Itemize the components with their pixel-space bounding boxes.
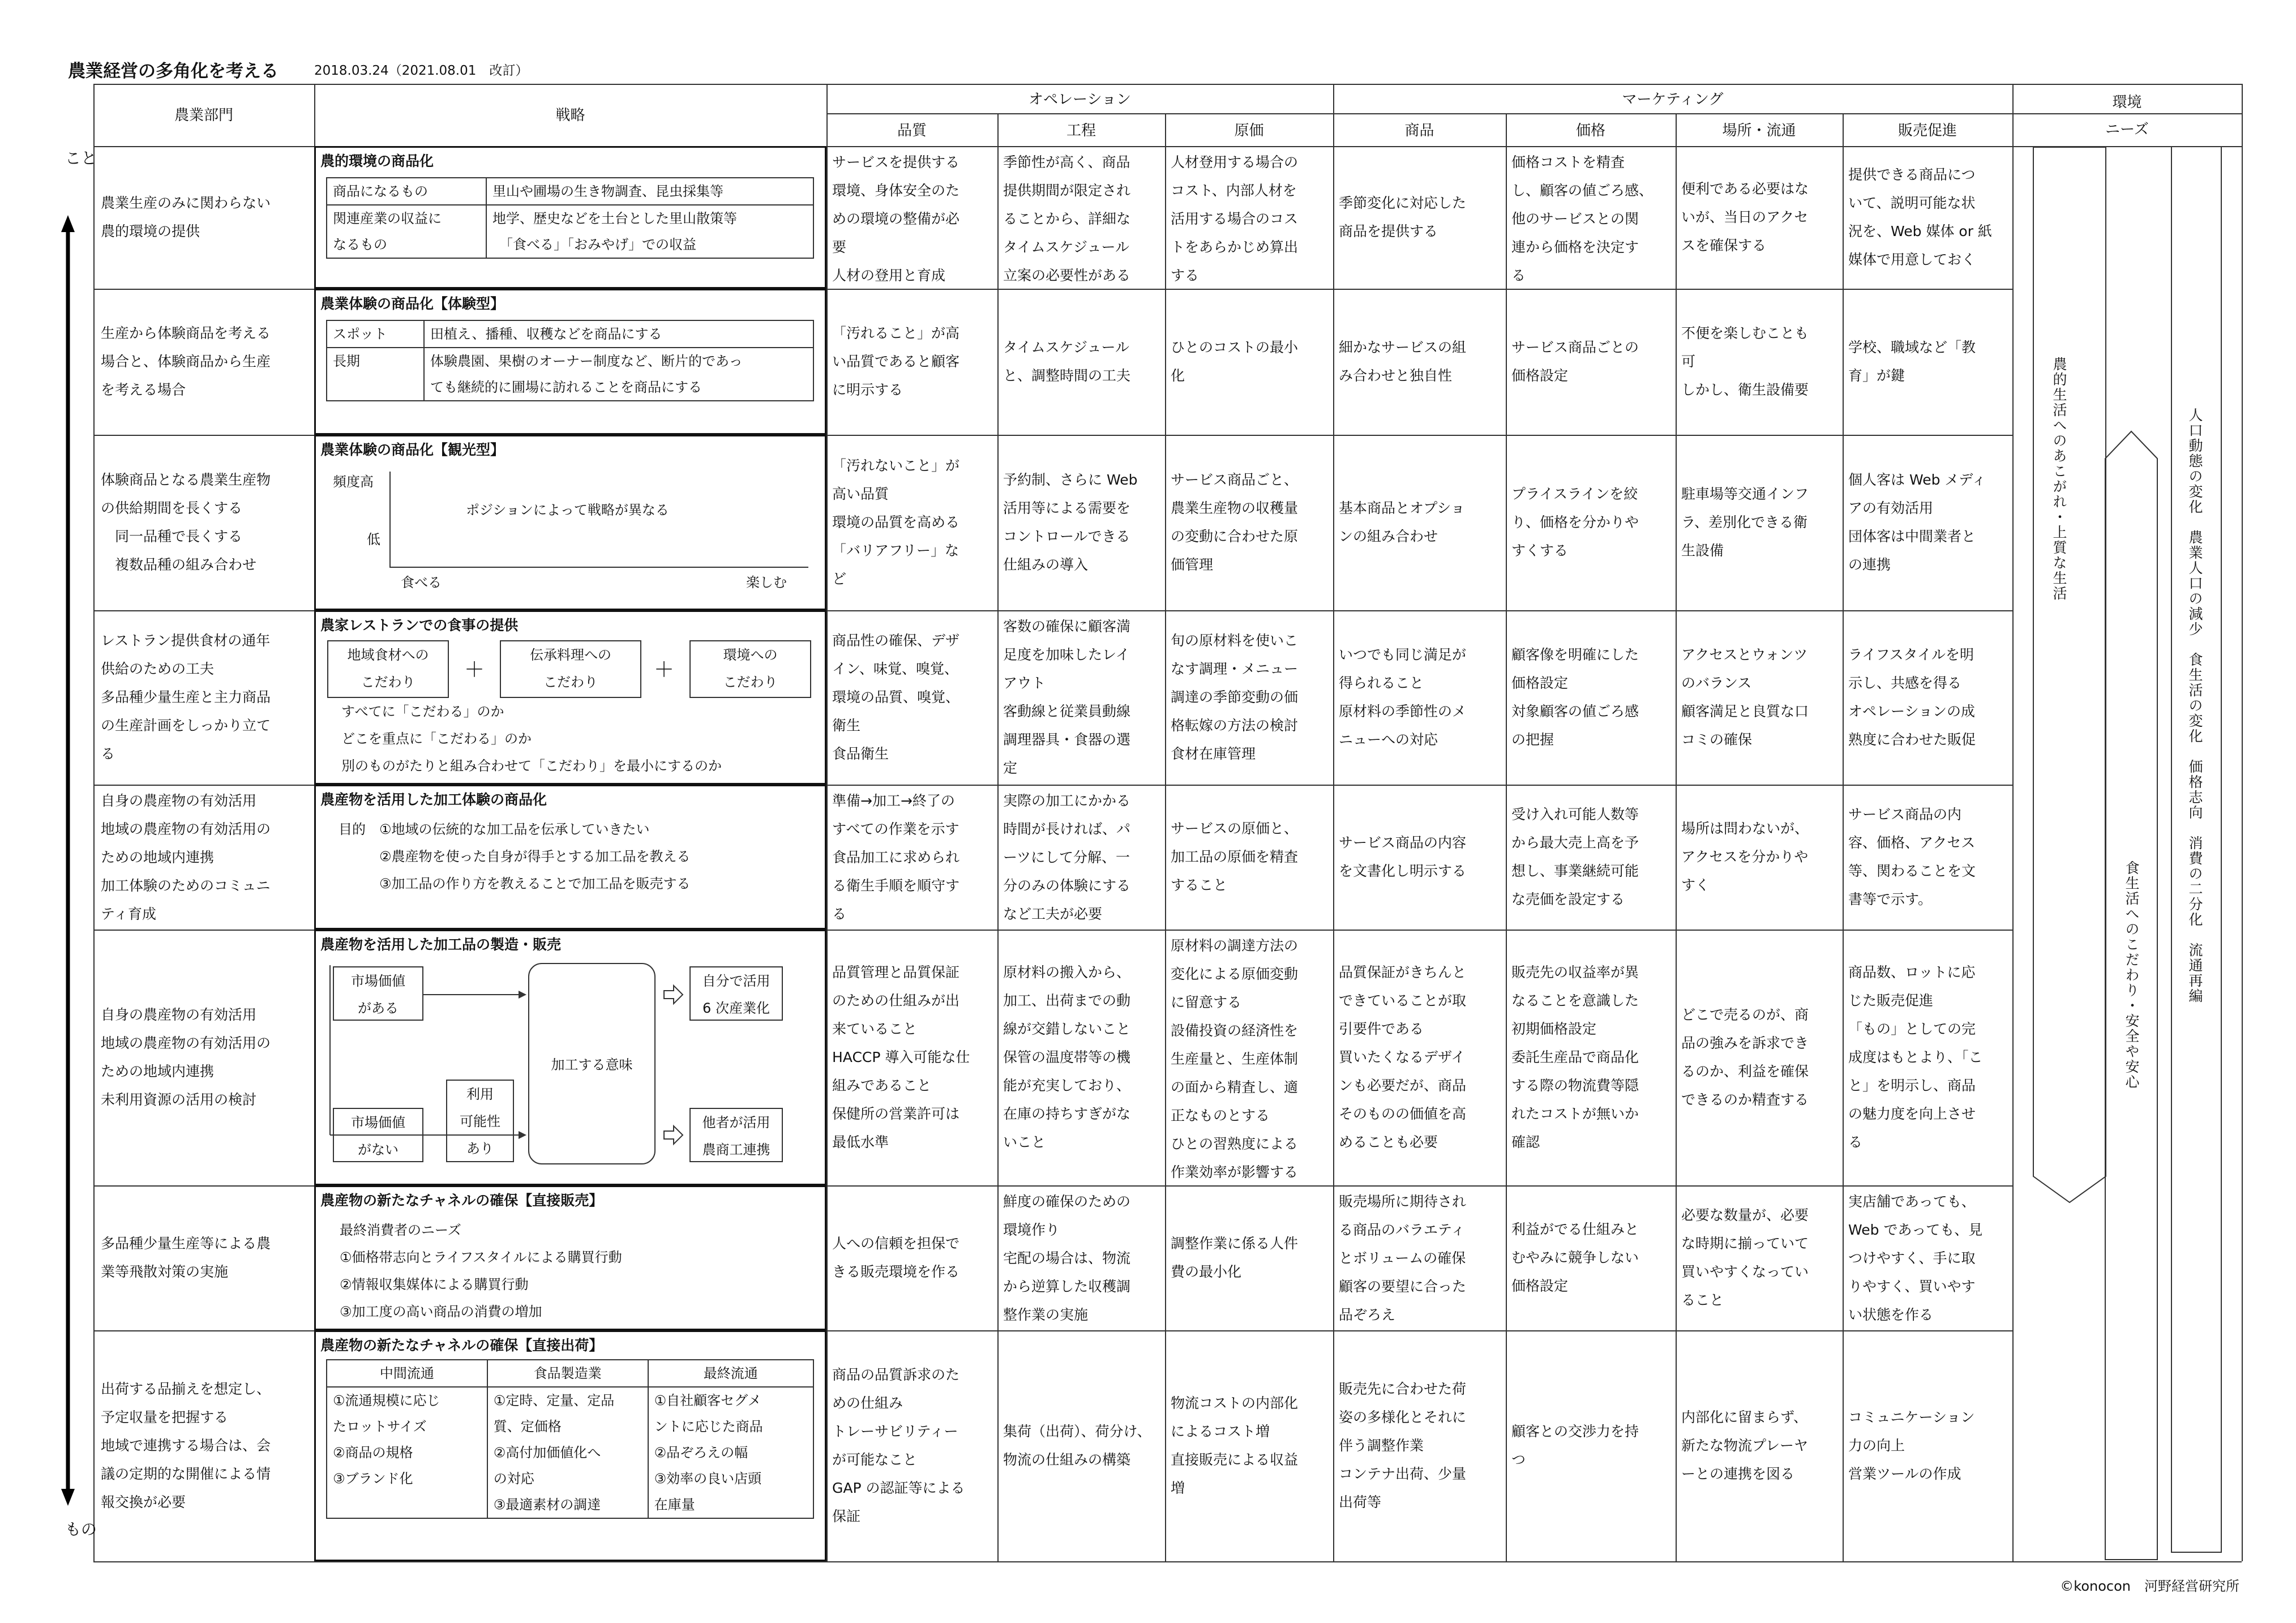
s5-line-2: ②農産物を使った自身が得手とする加工品を教える: [339, 849, 691, 864]
strategy-2-r1a: スポット: [327, 320, 424, 348]
header-operation: オペレーション: [1029, 91, 1131, 108]
dept-cell: レストラン提供食材の通年 供給のための工夫 多品種少量生産と主力商品 の生産計画をしっかり立て る: [101, 632, 271, 762]
strategy-8-table: [326, 1359, 814, 1519]
grid-vline: [2242, 84, 2243, 1561]
dept-cell: 出荷する品揃えを想定し、 予定収量を把握する 地域で連携する場合は、会 議の定期的な開催による情 報交換が必要: [101, 1381, 271, 1510]
s6-box-usable: 利用 可能性 あり: [446, 1080, 514, 1162]
s4-plus-2: ＋: [654, 658, 675, 682]
content-cell: ひとのコストの最小 化: [1171, 339, 1299, 384]
content-cell: 内部化に留まらず、 新たな物流プレーヤ ーとの連携を図る: [1681, 1409, 1809, 1482]
content-cell: 予約制、さらに Web 活用等による需要を コントロールできる 仕組みの導入: [1003, 472, 1138, 573]
content-cell: サービスを提供する 環境、身体安全のた めの環境の整備が必 要 人材の登用と育成: [832, 154, 960, 284]
s4-box-tradition: 伝承料理への こだわり: [500, 640, 641, 698]
s8-head-manufacturer: 食品製造業: [487, 1360, 648, 1387]
grid-hline: [826, 113, 2012, 114]
strategy-6-title: 農産物を活用した加工品の製造・販売: [320, 936, 562, 953]
s7-line-3: ②情報収集媒体による購買行動: [340, 1277, 529, 1292]
content-cell: 顧客との交渉力を持 つ: [1511, 1423, 1639, 1468]
content-cell: 商品の品質訴求のた めの仕組み トレーサビリティー が可能なこと GAP の認証等による 保証: [832, 1367, 965, 1524]
content-cell: 提供できる商品につ いて、説明可能な状 況を、Web 媒体 or 紙 媒体で用意しておく: [1848, 166, 1992, 268]
dept-cell: 自身の農産物の有効活用 地域の農産物の有効活用の ための地域内連携 加工体験のためのコミュニ ティ育成: [101, 793, 271, 922]
s4-line-2: どこを重点に「こだわる」のか: [341, 731, 532, 747]
s8-cell-intermediate: ①流通規模に応じ たロットサイズ ②商品の規格 ③ブランド化: [327, 1387, 487, 1518]
content-cell: 不便を楽しむことも 可 しかし、衛生設備要: [1681, 325, 1809, 398]
s8-cell-manufacturer: ①定時、定量、定品 質、定価格 ②高付加価値化へ の対応 ③最適素材の調達: [487, 1387, 648, 1518]
strategy-1-r2a: 関連産業の収益に なるもの: [327, 205, 486, 258]
content-cell: いつでも同じ満足が 得られること 原材料の季節性のメ ニューへの対応: [1339, 646, 1467, 748]
grid-vline: [826, 84, 828, 1561]
s3-y-high: 頻度高: [333, 474, 374, 490]
content-cell: 人材登用する場合の コスト、内部人材を 活用する場合のコス トをあらかじめ算出 する: [1171, 154, 1299, 284]
content-cell: 学校、職域など「教 育」が鍵: [1848, 339, 1976, 384]
strategy-3: [314, 435, 826, 610]
content-cell: どこで売るのが、商 品の強みを訴求でき るのか、利益を確保 できるのか精査する: [1681, 1007, 1809, 1108]
s7-line-4: ③加工度の高い商品の消費の増加: [340, 1304, 542, 1320]
strategy-7: [314, 1185, 826, 1330]
content-cell: 人への信頼を担保で きる販売環境を作る: [832, 1235, 960, 1280]
axis-double-arrow: [57, 215, 79, 1506]
subheader-process: 工程: [1066, 122, 1096, 139]
grid-vline: [1333, 84, 1334, 1561]
content-cell: 季節性が高く、商品 提供期間が限定され ることから、詳細な タイムスケジュール 立案の必要性がある: [1003, 154, 1131, 284]
content-cell: アクセスとウォンツ のバランス 顧客満足と良質な口 コミの確保: [1681, 646, 1809, 748]
dept-cell: 多品種少量生産等による農 業等飛散対策の実施: [101, 1235, 271, 1280]
s3-x-right: 楽しむ: [746, 575, 787, 590]
content-cell: サービス商品ごとの 価格設定: [1511, 339, 1639, 384]
content-cell: 集荷（出荷）、荷分け、 物流の仕組みの構築: [1003, 1423, 1151, 1468]
s7-line-2: ①価格帯志向とライフスタイルによる購買行動: [340, 1249, 622, 1265]
s4-line-1: すべてに「こだわる」のか: [341, 704, 504, 720]
content-cell: 調整作業に係る人件 費の最小化: [1171, 1235, 1299, 1280]
header-marketing: マーケティング: [1622, 91, 1724, 108]
grid-vline: [93, 84, 95, 1561]
page-title: 農業経営の多角化を考える: [68, 61, 279, 82]
s4-box-local: 地域食材への こだわり: [327, 640, 449, 698]
strategy-1-r2b: 地学、歴史などを土台とした里山散策等 「食べる」「おみやげ」での収益: [486, 205, 813, 258]
s4-line-3: 別のものがたりと組み合わせて「こだわり」を最小にするのか: [341, 758, 722, 774]
content-cell: 準備→加工→終了の すべての作業を示す 食品加工に求められ る衛生手順を順守す る: [832, 793, 960, 922]
dept-cell: 農業生産のみに関わらない 農的環境の提供: [101, 195, 271, 239]
content-cell: ライフスタイルを明 示し、共感を得る オペレーションの成 熟度に合わせた販促: [1848, 646, 1976, 748]
content-cell: 受け入れ可能人数等 から最大売上高を予 想し、事業継続可能 な売価を設定する: [1511, 806, 1639, 907]
dept-cell: 体験商品となる農業生産物 の供給期間を長くする 同一品種で長くする 複数品種の組み合わせ: [101, 472, 271, 573]
header-needs: ニーズ: [2105, 121, 2149, 138]
revision-date: 2018.03.24（2021.08.01 改訂）: [314, 63, 529, 78]
s6-box-other-use: 他者が活用 農商工連携: [689, 1108, 783, 1162]
s3-y-axis: [389, 472, 391, 568]
content-cell: 細かなサービスの組 み合わせと独自性: [1339, 339, 1467, 384]
strategy-8-title: 農産物の新たなチャネルの確保【直接出荷】: [320, 1337, 603, 1354]
strategy-1: [314, 146, 826, 289]
dept-cell: 自身の農産物の有効活用 地域の農産物の有効活用の ための地域内連携 未利用資源の活用の検討: [101, 1007, 271, 1108]
copyright: ©konocon 河野経営研究所: [2060, 1578, 2239, 1594]
s3-center-label: ポジションによって戦略が異なる: [466, 502, 669, 518]
content-cell: 物流コストの内部化 によるコスト増 直接販売による収益 増: [1171, 1395, 1299, 1496]
strategy-5: [314, 785, 826, 930]
s6-box-no-market-value: 市場価値 がない: [333, 1108, 423, 1162]
content-cell: サービス商品の内 容、価格、アクセス 等、関わることを文 書等で示す。: [1848, 806, 1976, 907]
strategy-2: [314, 289, 826, 435]
content-cell: 基本商品とオプショ ンの組み合わせ: [1339, 500, 1465, 545]
content-cell: 「汚れないこと」が 高い品質 環境の品質を高める 「バリアフリー」な ど: [832, 457, 960, 587]
strategy-4: [314, 610, 826, 785]
s3-y-low: 低: [367, 532, 380, 547]
grid-vline: [997, 113, 999, 1561]
content-cell: 個人客は Web メディ アの有効活用 団体客は中間業者と の連携: [1848, 472, 1986, 573]
env-band-1-label: 農的生活へのあこがれ・上質な生活: [2051, 357, 2067, 601]
s3-x-left: 食べる: [401, 575, 442, 590]
content-cell: 品質保証がきちんと できていることが取 引要件である 買いたくなるデザイ ンも必要だが、商品 そのものの価値を高 めることも必要: [1339, 964, 1467, 1150]
content-cell: 必要な数量が、必要 な時期に揃っていて 買いやすくなってい ること: [1681, 1207, 1809, 1308]
content-cell: 商品数、ロットに応 じた販売促進 「もの」としての完 成度はもとより、「こ と」を明示し、商品 の魅力度を向上させ る: [1848, 964, 1983, 1150]
subheader-product: 商品: [1404, 122, 1434, 139]
strategy-1-r1b: 里山や圃場の生き物調査、昆虫採集等: [486, 178, 813, 205]
content-cell: 旬の原材料を使いこ なす調理・メニュー 調達の季節変動の価 格転嫁の方法の検討 食材在庫管理: [1171, 632, 1299, 762]
strategy-6: [314, 930, 826, 1185]
grid-vline: [1676, 113, 1677, 1561]
content-cell: 顧客像を明確にした 価格設定 対象顧客の値ごろ感 の把握: [1511, 646, 1639, 748]
s6-box-own-use: 自分で活用 6 次産業化: [689, 966, 783, 1021]
header-strategy: 戦略: [555, 107, 585, 124]
dept-cell: 生産から体験商品を考える 場合と、体験商品から生産 を考える場合: [101, 325, 271, 398]
content-cell: サービス商品ごと、 農業生産物の収穫量 の変動に合わせた原 価管理: [1171, 472, 1299, 573]
content-cell: 利益がでる仕組みと むやみに競争しない 価格設定: [1511, 1221, 1639, 1294]
content-cell: サービス商品の内容 を文書化し明示する: [1339, 834, 1467, 879]
subheader-promotion: 販売促進: [1897, 122, 1957, 139]
strategy-2-title: 農業体験の商品化【体験型】: [320, 296, 505, 312]
env-band-3-label: 人口動態の変化 農業人口の減少 食生活の変化 価格志向 消費の二分化 流通再編: [2187, 408, 2203, 1004]
strategy-2-r2b: 体験農園、果樹のオーナー制度など、断片的であっ ても継続的に圃場に訪れることを商品にする: [424, 348, 813, 401]
axis-top-label: こと: [65, 149, 97, 168]
strategy-2-r1b: 田植え、播種、収穫などを商品にする: [424, 320, 813, 348]
content-cell: 実店舗であっても、 Web であっても、見 つけやすく、手に取 りやすく、買いやす い状態を作る: [1848, 1193, 1983, 1323]
content-cell: 原材料の搬入から、 加工、出荷までの動 線が交錯しないこと 保管の温度帯等の機 能が充実しており、 在庫の持ちすぎがな いこと: [1003, 964, 1131, 1150]
grid-vline: [2012, 84, 2014, 1561]
s8-head-final: 最終流通: [648, 1360, 813, 1387]
s8-cell-final: ①自社顧客セグメ ントに応じた商品 ②品ぞろえの幅 ③効率の良い店頭 在庫量: [648, 1387, 813, 1518]
grid-vline: [1165, 113, 1166, 1561]
s4-plus-1: ＋: [464, 658, 485, 682]
subheader-place: 場所・流通: [1722, 122, 1796, 139]
s5-line-1: 目的 ①地域の伝統的な加工品を伝承していきたい: [339, 821, 650, 837]
content-cell: 駐車場等交通インフ ラ、差別化できる衛 生設備: [1681, 486, 1809, 559]
grid-hline: [2012, 113, 2242, 114]
header-env: 環境: [2112, 94, 2142, 111]
content-cell: プライスラインを絞 り、価格を分かりや すくする: [1511, 486, 1639, 559]
content-cell: 品質管理と品質保証 のための仕組みが出 来ていること HACCP 導入可能な仕 組みであること 保健所の営業許可は 最低水準: [832, 964, 970, 1150]
grid-vline: [1506, 113, 1507, 1561]
content-cell: 場所は問わないが、 アクセスを分かりや すく: [1681, 820, 1809, 893]
strategy-2-r2a: 長期: [327, 348, 424, 401]
content-cell: 「汚れること」が高 い品質であると顧客 に明示する: [832, 325, 960, 398]
strategy-8: [314, 1330, 826, 1561]
content-cell: 商品性の確保、デザ イン、味覚、嗅覚、 環境の品質、嗅覚、 衛生 食品衛生: [832, 632, 960, 762]
strategy-5-title: 農産物を活用した加工体験の商品化: [320, 791, 547, 808]
content-cell: 販売先に合わせた荷 姿の多様化とそれに 伴う調整作業 コンテナ出荷、少量 出荷等: [1339, 1381, 1467, 1510]
env-band-2-label: 食生活へのこだわり・安全や安心: [2123, 860, 2140, 1090]
content-cell: 鮮度の確保のための 環境作り 宅配の場合は、物流 から逆算した収穫調 整作業の実施: [1003, 1193, 1131, 1323]
s3-x-axis: [389, 567, 808, 568]
content-cell: 原材料の調達方法の 変化による原価変動 に留意する 設備投資の経済性を 生産量と、生産体制 の面から精査し、適 正なものとする ひとの習熟度による 作業効率が影響する: [1171, 937, 1299, 1180]
s8-head-intermediate: 中間流通: [327, 1360, 487, 1387]
s6-box-market-value: 市場価値 がある: [333, 966, 423, 1021]
grid-hline: [93, 84, 2242, 85]
strategy-1-table: [326, 177, 814, 259]
s4-box-environment: 環境への こだわり: [689, 640, 811, 698]
content-cell: タイムスケジュール と、調整時間の工夫: [1003, 339, 1131, 384]
content-cell: サービスの原価と、 加工品の原価を精査 すること: [1171, 820, 1299, 893]
content-cell: 客数の確保に顧客満 足度を加味したレイ アウト 客動線と従業員動線 調理器具・食器の選 定: [1003, 618, 1131, 776]
strategy-4-title: 農家レストランでの食事の提供: [320, 617, 519, 633]
subheader-cost: 原価: [1234, 122, 1264, 139]
strategy-1-title: 農的環境の商品化: [320, 153, 434, 169]
content-cell: 販売先の収益率が異 なることを意識した 初期価格設定 委託生産品で商品化 する際の物流費等隠 れたコストが無いか 確認: [1511, 964, 1639, 1150]
content-cell: 便利である必要はな いが、当日のアクセ スを確保する: [1681, 181, 1809, 254]
content-cell: 価格コストを精査 し、顧客の値ごろ感、 他のサービスとの関 連から価格を決定す る: [1511, 154, 1654, 284]
content-cell: コミュニケーション 力の向上 営業ツールの作成: [1848, 1409, 1975, 1482]
strategy-3-title: 農業体験の商品化【観光型】: [320, 442, 505, 458]
grid-hline: [93, 1561, 2242, 1562]
subheader-price: 価格: [1575, 122, 1605, 139]
strategy-2-table: [326, 320, 814, 401]
s7-line-1: 最終消費者のニーズ: [340, 1222, 461, 1238]
header-dept: 農業部門: [174, 107, 233, 124]
strategy-7-title: 農産物の新たなチャネルの確保【直接販売】: [320, 1192, 603, 1209]
env-band-1-shape: [2032, 146, 2111, 1205]
content-cell: 販売場所に期待され る商品のバラエティ とボリュームの確保 顧客の要望に合った 品ぞろえ: [1339, 1193, 1467, 1323]
subheader-quality: 品質: [897, 122, 927, 139]
axis-bottom-label: もの: [65, 1520, 97, 1539]
s6-box-processing-meaning: 加工する意味: [528, 963, 656, 1164]
s5-line-3: ③加工品の作り方を教えることで加工品を販売する: [339, 876, 691, 892]
content-cell: 実際の加工にかかる 時間が長ければ、パ ーツにして分解、一 分のみの体験にする など工夫が必要: [1003, 793, 1131, 922]
grid-vline: [1843, 113, 1844, 1561]
content-cell: 季節変化に対応した 商品を提供する: [1339, 195, 1467, 239]
strategy-1-r1a: 商品になるもの: [327, 178, 486, 205]
